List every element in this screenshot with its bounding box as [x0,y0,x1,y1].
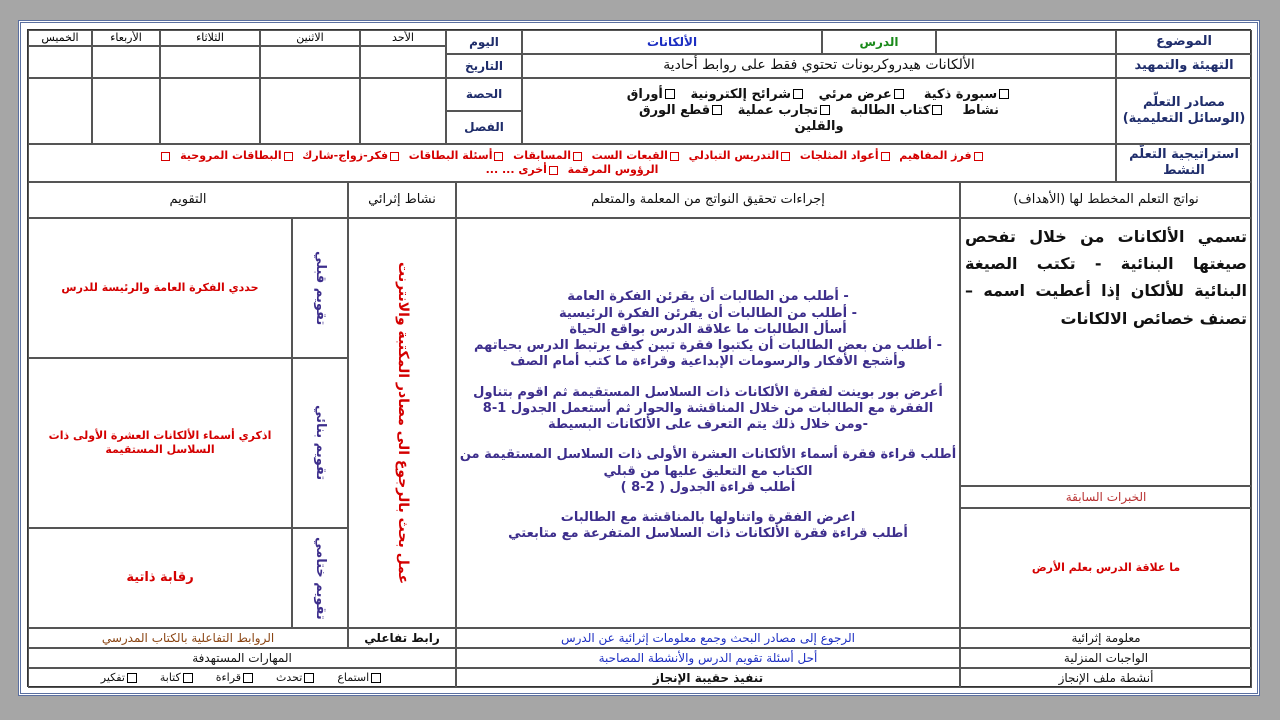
enrichment-header: نشاط إثرائي [348,182,456,218]
monday-period-cell [260,78,360,144]
checkbox-icon[interactable] [894,89,904,99]
checkbox-icon[interactable] [573,152,582,161]
monday-cell [260,46,360,78]
intro-label: التهيئة والتمهيد [1116,54,1252,78]
tuesday-period-cell [160,78,260,144]
checkbox-icon[interactable] [820,105,830,115]
assessment-header: التقويم [28,182,348,218]
outcomes-header: نواتج التعلم المخطط لها (الأهداف) [960,182,1252,218]
skills-label: المهارات المستهدفة [28,648,456,668]
wednesday-cell [92,46,160,78]
procedure-block-1: - أطلب من الطالبات أن يقرئن الفكرة العامة - أطلب من الطالبات أن يقرئن الفكرة الرئيسية أسأل الطالبات ما علاقة الدرس بواقع الحياة - أطلب من بعض الطالبات أن يكتبوا فقرة تبين كيف يرتبط الدرس بحياتهم وأشجع الأفكار والرسومات الإبداعية وقراءة ما كتب أمام الصف [473,289,943,370]
homework-text: أحل أسئلة تقويم الدرس والأنشطة المصاحبة [456,648,960,668]
assessment-type-summative: تقويم ختامي [292,528,348,628]
class-label: الفصل [446,111,522,144]
day-wednesday: الأربعاء [92,30,160,46]
enrichment-info-label: معلومة إثرائية [960,628,1252,648]
day-sunday: الأحد [360,30,446,46]
strategies-line-1: فرز المفاهيم أعواد المثلجات التدريس التبادلي القبعات الست المسابقات أسئلة البطاقات فكر-زواج-شارك البطاقات المروحية [159,149,984,163]
checkbox-icon[interactable] [161,152,170,161]
prior-label: الخبرات السابقة [960,486,1252,508]
prior-text: ما علاقة الدرس بعلم الأرض [960,508,1252,628]
assessment-text-formative: اذكري أسماء الألكانات العشرة الأولى ذات السلاسل المستقيمة [28,358,292,528]
portfolio-label: أنشطة ملف الإنجاز [960,668,1252,688]
checkbox-icon[interactable] [999,89,1009,99]
topic-label: الموضوع [1116,30,1252,54]
checkbox-icon[interactable] [781,152,790,161]
day-monday: الاثنين [260,30,360,46]
procedure-block-2: أعرض بور بوينت لفقرة الألكانات ذات السلاسل المستقيمة ثم اقوم بتناول الفقرة مع الطالبات من خلال المناقشة والحوار ثم أستعمل الجدول 1-8 -ومن خلال ذلك يتم التعرف على الألكانات البسيطة [473,384,943,433]
assessment-type-pre: تقويم قبلي [292,218,348,358]
enrichment-cell [348,218,456,628]
day-label: اليوم [446,30,522,54]
homework-label: الواجبات المنزلية [960,648,1252,668]
checkbox-icon[interactable] [793,89,803,99]
interactive-link-text[interactable]: الروابط التفاعلية بالكتاب المدرسي [28,628,348,648]
checkbox-icon[interactable] [390,152,399,161]
resources-label: مصادر التعلّم (الوسائل التعليمية) [1116,78,1252,144]
checkbox-icon[interactable] [127,673,137,683]
checkbox-icon[interactable] [670,152,679,161]
day-thursday: الخميس [28,30,92,46]
checkbox-icon[interactable] [665,89,675,99]
lesson-value: الألكانات [522,30,822,54]
day-tuesday: الثلاثاء [160,30,260,46]
procedures-body [456,218,960,628]
wednesday-period-cell [92,78,160,144]
skills-options: استماع تحدث قراءة كتابة تفكير [28,668,456,688]
checkbox-icon[interactable] [243,673,253,683]
topic-value [936,30,1116,54]
enrichment-info-text: الرجوع إلى مصادر البحث وجمع معلومات إثرائية عن الدرس [456,628,960,648]
lesson-plan-table [27,29,1251,687]
sunday-cell [360,46,446,78]
assessment-type-formative: تقويم بنائي [292,358,348,528]
checkbox-icon[interactable] [494,152,503,161]
enrichment-text: عمل بحث بالرجوع الى مصادر المكتبة والانترنت [394,261,411,585]
lesson-plan-sheet [18,20,1260,696]
sunday-period-cell [360,78,446,144]
strategies-options [28,144,1116,182]
procedure-block-4: اعرض الفقرة واتناولها بالمناقشة مع الطالبات أطلب قراءة فقرة الألكانات ذات السلاسل المتفرعة مع متابعتي [508,510,908,542]
resources-options [522,78,1116,144]
date-label: التاريخ [446,54,522,78]
assessment-text-pre: حددي الفكرة العامة والرئيسة للدرس [28,218,292,358]
resources-line-3: والقلين [794,119,844,135]
checkbox-icon[interactable] [881,152,890,161]
procedure-block-3: أطلب قراءة فقرة أسماء الألكانات العشرة الأولى ذات السلاسل المستقيمة من الكتاب مع التعليق عليها من قبلي أطلب قراءة الجدول ( 2-8 ) [459,447,957,495]
resources-line-1: سبورة ذكية عرض مرئي شرائح إلكترونية أوراق [627,87,1011,103]
thursday-period-cell [28,78,92,144]
assessment-text-summative: رقابة ذاتية [28,528,292,628]
strategies-line-2: الرؤوس المرقمة أخرى ... ... [485,163,659,176]
checkbox-icon[interactable] [284,152,293,161]
period-label: الحصة [446,78,522,111]
intro-value: الألكانات هيدروكربونات تحتوي فقط على روابط أحادية [522,54,1116,78]
checkbox-icon[interactable] [371,673,381,683]
procedures-header: إجراءات تحقيق النواتج من المعلمة والمتعلم [456,182,960,218]
checkbox-icon[interactable] [932,105,942,115]
outcomes-text: تسمي الألكانات من خلال تفحص صيغتها البنائية - تكتب الصيغة البنائية للألكان إذا أعطيت اسمه – تصنف خصائص الالكانات [960,218,1252,486]
checkbox-icon[interactable] [974,152,983,161]
interactive-link-label: رابط تفاعلي [348,628,456,648]
checkbox-icon[interactable] [183,673,193,683]
checkbox-icon[interactable] [304,673,314,683]
tuesday-cell [160,46,260,78]
portfolio-text: تنفيذ حقيبة الإنجاز [456,668,960,688]
lesson-label: الدرس [822,30,936,54]
strategies-label: استراتيجية التعلّم النشط [1116,144,1252,182]
thursday-cell [28,46,92,78]
checkbox-icon[interactable] [549,166,558,175]
resources-line-2: نشاط كتاب الطالبة تجارب عملية قطع الورق [638,102,1000,118]
checkbox-icon[interactable] [712,105,722,115]
